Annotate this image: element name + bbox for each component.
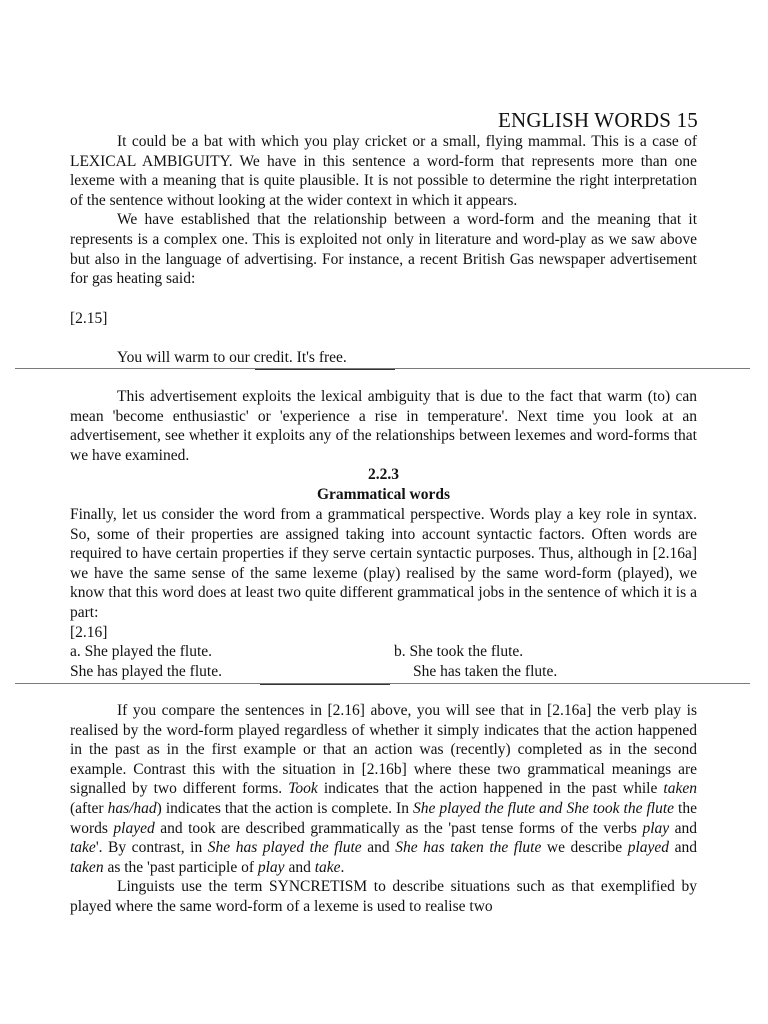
example-2-16-b2: She has taken the flute. [413, 663, 558, 680]
body-paragraphs-3 [70, 505, 697, 623]
paragraph-advertisement-analysis: This advertisement exploits the lexical ambiguity that is due to the fact that warm (to) can mean 'become enthusiastic' or 'experience a rise in temperature'. Next time you look at an advertisement, see whether it exploits any of the relationships between lexemes and word-forms that we have examined. [70, 388, 697, 464]
example-divider-accent [255, 369, 395, 370]
section-title: Grammatical words [316, 486, 450, 503]
example-2-16-a1: a. She played the flute. [70, 643, 213, 660]
body-paragraphs-2 [70, 387, 697, 465]
example-ref-2-16: [2.16] [70, 624, 108, 641]
example-divider-2-accent [260, 684, 390, 685]
body-paragraphs-4 [70, 701, 697, 917]
body-paragraphs-1 [70, 132, 697, 289]
example-2-16-b1: b. She took the flute. [394, 643, 524, 660]
section-number: 2.2.3 [368, 466, 399, 483]
paragraph-syncretism: Linguists use the term SYNCRETISM to describe situations such as that exemplified by played where the same word-form of a lexeme is used to realise two [70, 878, 697, 915]
paragraph-lexical-ambiguity: It could be a bat with which you play cricket or a small, flying mammal. This is a case of LEXICAL AMBIGUITY. We have in this sentence a word-form that represents more than one lexeme with a meaning that is quite plausible. It is not possible to determine the right interpretation of the sentence without looking at the wider context in which it appears. [70, 133, 697, 209]
paragraph-advertising: We have established that the relationship between a word-form and the meaning that it represents is a complex one. This is exploited not only in literature and word-play as we saw above but also in the language of advertising. For instance, a recent British Gas newspaper advertisement for gas heating said: [70, 211, 697, 288]
paragraph-grammatical-perspective: Finally, let us consider the word from a grammatical perspective. Words play a key role in syntax. So, some of their properties are assigned taking into account syntactic factors. Often words are required to have certain properties if they serve certain syntactic purposes. Thus, although in [2.16a] we have the same sense of the same lexeme (play) realised by the same word-form (played), we know that this word does at least two quite different grammatical jobs in the sentence of which it is a part: [70, 506, 697, 621]
example-2-16-a2: She has played the flute. [70, 663, 222, 680]
running-head: ENGLISH WORDS 15 [498, 108, 698, 132]
paragraph-compare-sentences: If you compare the sentences in [2.16] above, you will see that in [2.16a] the verb play is realised by the word-form played regardless of whether it simply indicates that the action happened in the past as in the first example or that an action was (recently) completed as in the second example. Contrast this with the situation in [2.16b] where these two grammatical meanings are signalled by two different forms. Took indicates that the action happened in the past while taken (after has/had) indicates that the action is complete. In She played the flute and She took the flute the words played and took are described grammatically as the 'past tense forms of the verbs play and take'. By contrast, in She has played the flute and She has taken the flute we describe played and taken as the 'past participle of play and take. [70, 702, 697, 876]
example-ref-2-15: [2.15] [70, 310, 108, 327]
example-sentence-2-15: You will warm to our credit. It's free. [117, 349, 347, 366]
